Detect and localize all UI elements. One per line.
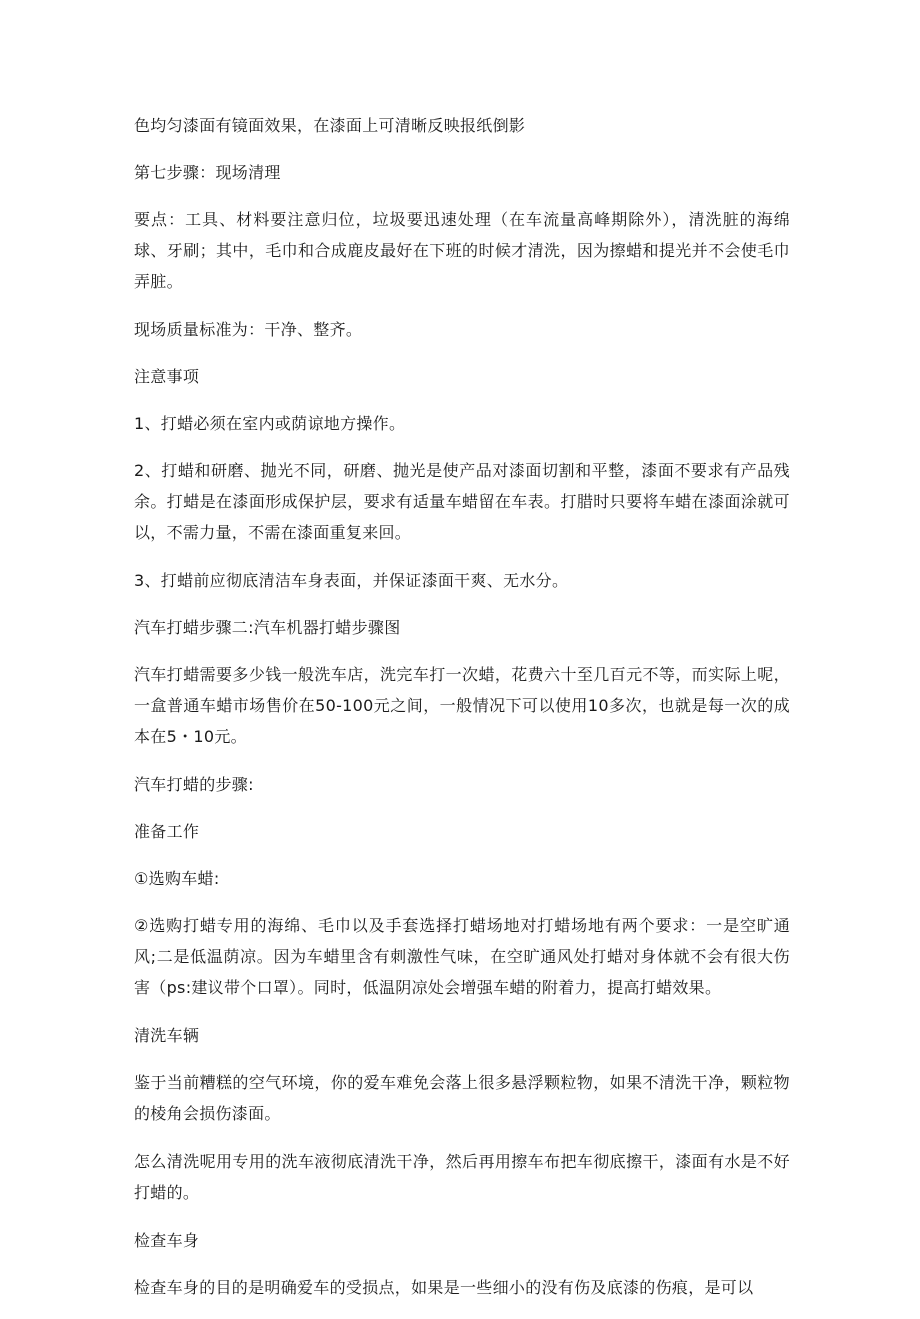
paragraph: 怎么清洗呢用专用的洗车液彻底清洗干净，然后再用擦车布把车彻底擦干，漆面有水是不好打蜡的。 xyxy=(134,1152,790,1202)
paragraph: 现场质量标准为：干净、整齐。 xyxy=(134,320,363,339)
paragraph: 鉴于当前糟糕的空气环境，你的爱车难免会落上很多悬浮颗粒物，如果不清洗干净，颗粒物的棱角会损伤漆面。 xyxy=(134,1073,790,1123)
paragraph: 色均匀漆面有镜面效果，在漆面上可清晰反映报纸倒影 xyxy=(134,116,526,135)
section-heading: 清洗车辆 xyxy=(134,1026,200,1045)
list-item: 1、打蜡必须在室内或荫谅地方操作。 xyxy=(134,414,406,433)
document-body xyxy=(134,110,790,1319)
list-item: 3、打蜡前应彻底清洁车身表面，并保证漆面干爽、无水分。 xyxy=(134,571,569,590)
section-heading: 准备工作 xyxy=(134,822,200,841)
paragraph: 要点：工具、材料要注意归位，垃圾要迅速处理（在车流量高峰期除外），清洗脏的海绵球、牙刷；其中，毛巾和合成鹿皮最好在下班的时候才清洗，因为擦蜡和提光并不会使毛巾弄脏。 xyxy=(134,210,790,291)
paragraph: 检查车身的目的是明确爱车的受损点，如果是一些细小的没有伤及底漆的伤痕，是可以 xyxy=(134,1278,754,1297)
list-item: ①选购车蜡: xyxy=(134,869,220,888)
section-heading: 汽车打蜡的步骤: xyxy=(134,775,254,794)
section-heading: 第七步骤：现场清理 xyxy=(134,163,281,182)
section-heading: 注意事项 xyxy=(134,367,200,386)
list-item: ②选购打蜡专用的海绵、毛巾以及手套选择打蜡场地对打蜡场地有两个要求：一是空旷通风;二是低温荫凉。因为车蜡里含有刺激性气味，在空旷通风处打蜡对身体就不会有很大伤害（ps:建议带个口罩）。同时，低温阴凉处会增强车蜡的附着力，提高打蜡效果。 xyxy=(134,916,790,997)
list-item: 2、打蜡和研磨、抛光不同，研磨、抛光是使产品对漆面切割和平整，漆面不要求有产品残余。打蜡是在漆面形成保护层，要求有适量车蜡留在车表。打腊时只要将车蜡在漆面涂就可以，不需力量，不需在漆面重复来回。 xyxy=(134,461,790,542)
paragraph: 汽车打蜡需要多少钱一般洗车店，洗完车打一次蜡，花费六十至几百元不等，而实际上呢，一盒普通车蜡市场售价在50-100元之间，一般情况下可以使用10多次，也就是每一次的成本在5・10元。 xyxy=(134,665,790,746)
section-heading: 汽车打蜡步骤二:汽车机器打蜡步骤图 xyxy=(134,618,401,637)
section-heading: 检查车身 xyxy=(134,1231,200,1250)
